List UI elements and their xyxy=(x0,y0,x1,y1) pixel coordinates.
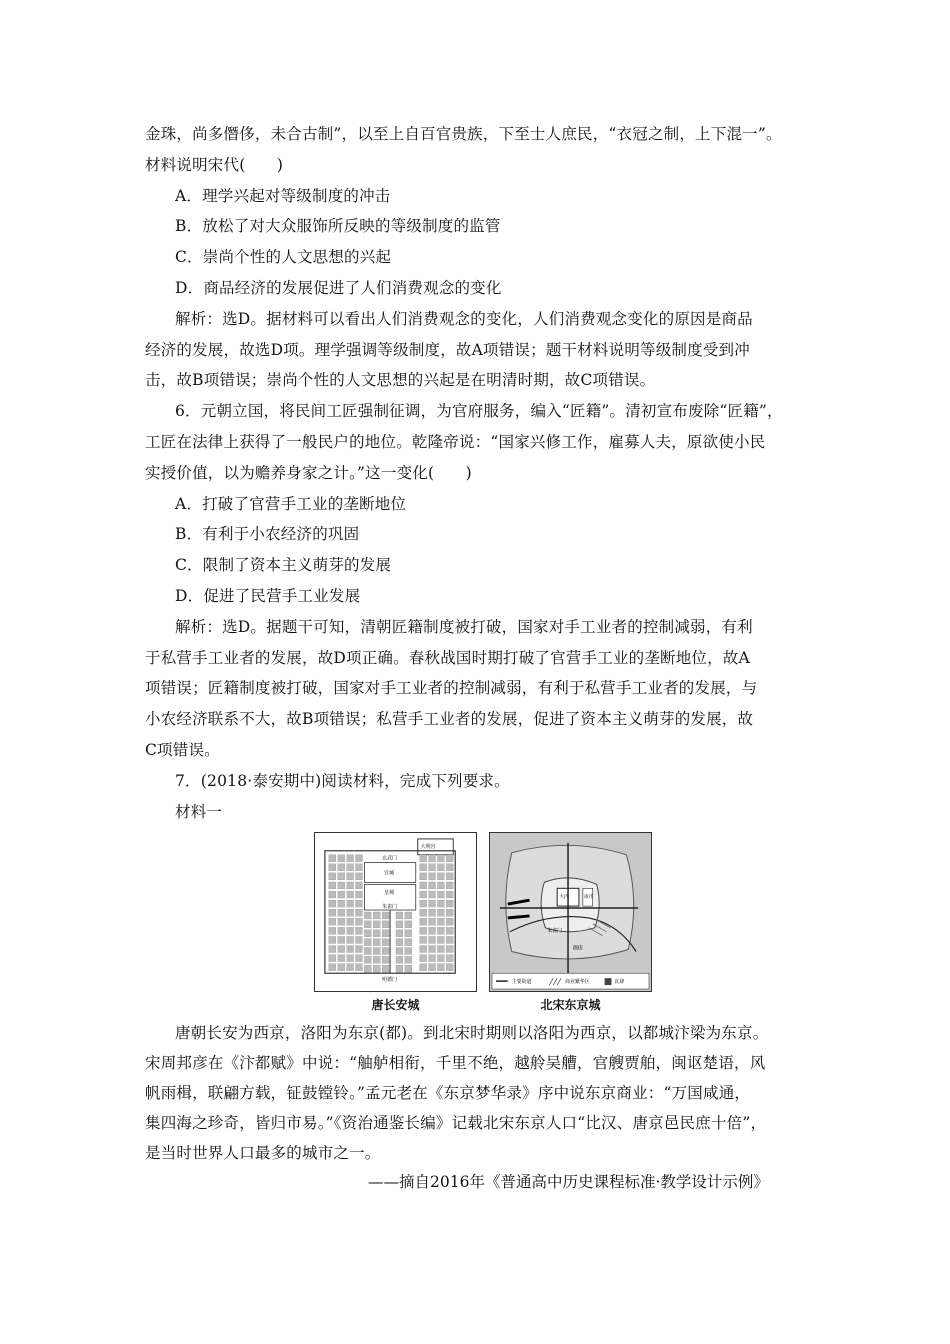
source-citation: ——摘自2016年《普通高中历史课程标准·教学设计示例》 xyxy=(368,1173,769,1191)
text-line: A．理学兴起对等级制度的冲击 xyxy=(175,186,391,205)
text-line: 材料一 xyxy=(175,802,223,821)
text-line: 宋周邦彦在《汴都赋》中说：“舳舻相衔，千里不绝，越舲吴艚，官艘贾舶，闽讴楚语，风 xyxy=(145,1054,766,1072)
text-line: C．限制了资本主义萌芽的发展 xyxy=(175,556,392,575)
tang-changan-map xyxy=(314,832,477,992)
text-line: C项错误。 xyxy=(145,741,220,759)
legend-washi: 瓦肆 xyxy=(614,979,625,986)
text-line: 项错误；匠籍制度被打破，国家对手工业者的控制减弱，有利于私营手工业者的发展，与 xyxy=(145,679,758,698)
text-line: 材料说明宋代( ) xyxy=(145,155,284,174)
text-line: 实授价值，以为赡养身家之计。”这一变化( ) xyxy=(145,463,472,482)
tang-changan-caption: 唐长安城 xyxy=(371,998,420,1012)
text-line: D．商品经济的发展促进了人们消费观念的变化 xyxy=(175,279,502,297)
text-line: 击，故B项错误；崇尚个性的人文思想的兴起是在明清时期，故C项错误。 xyxy=(145,371,656,390)
text-line: 解析：选D。据题干可知，清朝匠籍制度被打破，国家对手工业者的控制减弱，有利 xyxy=(175,617,753,636)
song-kaifeng-map xyxy=(489,832,652,992)
text-line: 解析：选D。据材料可以看出人们消费观念的变化，人们消费观念变化的原因是商品 xyxy=(175,309,753,328)
daming-label: 大明宫 xyxy=(420,843,436,850)
yujie-label: 御街 xyxy=(572,945,583,952)
figure-maps xyxy=(314,832,652,1016)
danei-label: 大内 xyxy=(559,894,570,901)
text-line: A．打破了官营手工业的垄断地位 xyxy=(175,494,407,513)
text-line: 工匠在法律上获得了一般民户的地位。乾隆帝说：“国家兴修工作，雇募人夫，原欲使小民 xyxy=(145,433,766,451)
text-line: B．放松了对大众服饰所反映的等级制度的监管 xyxy=(175,217,501,236)
text-line: 于私营手工业者的发展，故D项正确。春秋战国时期打破了官营手工业的垄断地位，故A xyxy=(145,648,750,667)
text-line: 经济的发展，故选D项。理学强调等级制度，故A项错误；题干材料说明等级制度受到冲 xyxy=(145,340,750,359)
tang-changan-map-drawing xyxy=(315,833,476,991)
text-line: 金珠，尚多僭侈，未合古制”，以至上自百官贵族，下至士人庶民，“衣冠之制，上下混一”。 xyxy=(145,125,782,143)
legend-commercial-area: 商业繁华区 xyxy=(565,979,590,986)
text-line: D．促进了民营手工业发展 xyxy=(175,587,361,605)
text-line: 集四海之珍奇，皆归市易。”《资治通鉴长编》记载北宋东京人口“比汉、唐京邑民庶十倍”， xyxy=(145,1114,767,1132)
text-line: 7．(2018·泰安期中)阅读材料，完成下列要求。 xyxy=(175,771,510,790)
zhuque-label: 朱雀门 xyxy=(382,904,397,911)
xuanwu-label: 玄武门 xyxy=(382,855,397,862)
text-line: 是当时世界人口最多的城市之一。 xyxy=(145,1144,381,1162)
mingde-label: 明德门 xyxy=(382,977,397,984)
legend-main-street: 主要街道 xyxy=(511,979,532,986)
imperial-city-label: 皇城 xyxy=(384,890,395,897)
text-line: B．有利于小农经济的巩固 xyxy=(175,525,360,544)
text-line: 小农经济联系不大，故B项错误；私营手工业者的发展，促进了资本主义萌芽的发展，故 xyxy=(145,710,754,729)
song-kaifeng-caption: 北宋东京城 xyxy=(540,998,601,1012)
text-line: 唐朝长安为西京，洛阳为东京(都)。到北宋时期则以洛阳为西京，以都城汴梁为东京。 xyxy=(175,1024,769,1042)
zhuquemen-label: 朱雀门 xyxy=(547,927,563,934)
text-line: 帆雨楫，联翩方载，钲鼓镗铃。”孟元老在《东京梦华录》序中说东京商业：“万国咸通， xyxy=(145,1084,751,1102)
song-kaifeng-map-drawing xyxy=(490,833,651,991)
text-line: C．崇尚个性的人文思想的兴起 xyxy=(175,248,392,267)
yeshi-label: 夜市 xyxy=(583,894,594,901)
text-line: 6．元朝立国，将民间工匠强制征调，为官府服务，编入“匠籍”。清初宣布废除“匠籍”， xyxy=(175,402,783,421)
palace-label: 宫城 xyxy=(384,870,395,877)
